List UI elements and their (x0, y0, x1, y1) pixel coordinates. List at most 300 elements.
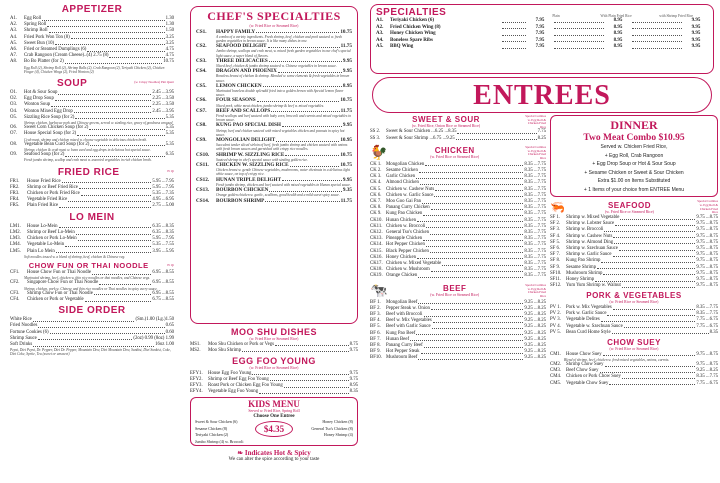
item-code: CM3. (550, 368, 562, 374)
soup-list (10, 90, 174, 121)
leader-dots (271, 108, 339, 113)
leader-dots (76, 230, 152, 235)
item-name: DRAGON AND PHOENIX (216, 68, 277, 75)
chow-suey-list-2 (550, 362, 718, 387)
item-price: 4.75 (165, 47, 174, 53)
item-code: O8. (10, 141, 18, 147)
item-code: SF10. (550, 270, 562, 276)
lo-mein-desc: Soft noodles tossed w. a blend of shrimp, beef, chicken & Chinese veg. (24, 254, 126, 259)
item-name: Singapore Chow Fun or Thai Noodle (27, 280, 99, 286)
leader-dots (55, 41, 164, 46)
egg-foo-title: EGG FOO YOUNG (232, 356, 316, 366)
leader-dots (435, 187, 523, 192)
leader-dots (256, 29, 339, 34)
item-code: LM2. (10, 229, 21, 235)
leader-dots (109, 53, 164, 58)
leader-dots (433, 318, 524, 323)
spec-head: Plain (552, 14, 560, 18)
item-name: Moo Shu Shrimp (208, 347, 242, 353)
leader-dots (282, 177, 342, 182)
leader-dots (554, 44, 604, 49)
item-price: 8.75 (349, 341, 358, 347)
item-price: 6.75 ...8.55 (152, 296, 174, 302)
item-code: CK 5. (370, 186, 382, 192)
leader-dots (268, 43, 340, 48)
item-code: BF 9. (370, 349, 381, 355)
item-desc: Fresh scallops and beef sauteed with baby corn, broccoli and carrots and mixed vegetables in brown sauce. (216, 114, 352, 123)
item-price: 1.50 (165, 28, 174, 34)
lo-mein-title: LO MEIN (69, 211, 115, 223)
item-price: 10.75 (340, 97, 352, 104)
item-price: 9.75 (349, 347, 358, 353)
item-code: O5. (10, 114, 18, 120)
item-price: 9.25 ...8.25 (524, 349, 546, 355)
item-price: 6.95 ...8.55 (152, 290, 174, 296)
item-name: Vegetable Bean Curd Soup (for 2) (24, 141, 90, 147)
item-price: 5.35 ...7.35 (152, 191, 174, 197)
drinks-desc: Pepsi, Diet Pepsi, Dr. Pepper, Diet Dr. Pepper, Mountain Dew, Diet Mountain Dew, Sunkist, Diet Sunkist, Coke, Diet Coke, Sprite, Tea (sweet or unsweet) (10, 348, 171, 357)
appetizer-title: APPETIZER (61, 4, 123, 15)
leader-dots (605, 362, 696, 367)
leader-dots (269, 187, 342, 192)
item-price: 9.75 ...8.75 (696, 351, 718, 357)
soup-list-2 (10, 125, 174, 137)
item-code: LM1. (10, 223, 21, 229)
item-price: 8.35 ...7.75 (524, 254, 546, 260)
item-code: CS3. (196, 57, 207, 64)
spec-head: With Plain Fried Rice (600, 14, 632, 18)
item-code: CK 7. (370, 199, 382, 204)
menu-item (190, 348, 358, 354)
chow-suey-sub: (w. Fried Rice or Steamed Rice) (609, 347, 659, 352)
dinner-combo: Two Meat Combo $10.95 (583, 133, 685, 143)
item-desc: Chicken breast w. gentle Chinese vegetables, mushrooms, water chestnuts in a delicious light white sauce, on top of crispy rice. (216, 168, 350, 177)
item-code: PV 4. (550, 323, 561, 329)
chow-fun-title: CHOW FUN OR THAI NOODLE (28, 260, 149, 270)
item-price: 9.25 ...8.25 (524, 305, 546, 311)
item-name: Kung Pao Chicken (386, 211, 423, 217)
item-code: LM5. (10, 248, 21, 254)
price-fried-rice: 8.95 (613, 24, 623, 30)
kids-item: Sweet & Sour Chicken (6) (195, 419, 238, 424)
item-name: Wonton Soup (24, 102, 51, 108)
item-price: 9.25 ...8.25 (696, 368, 718, 374)
o5-desc: Shrimp, chicken, barbecue pork and Chinese greens, served w. sizzling rice, gravy of goodness aroused (24, 121, 173, 126)
leader-dots (263, 83, 342, 88)
item-price: 9.25 ...8.25 (524, 336, 546, 342)
item-code: CS5. (196, 82, 207, 89)
item-name: Beef Chow Suey (566, 368, 599, 374)
item-name: Pork w. Mix Vegetables (566, 305, 612, 311)
leader-dots (290, 162, 340, 167)
seafood-cap: Special Combos w. Egg Roll & Chicken Fried Rice (697, 199, 718, 215)
item-name: Kung Pao Beef (386, 330, 416, 336)
leader-dots (502, 38, 526, 43)
item-price: 8.35 ...7.75 (524, 186, 546, 192)
item-code: CK 3. (370, 174, 382, 180)
item-name: Panang Curry Beef (386, 343, 423, 349)
chili-icon: ❧ (237, 448, 244, 457)
item-price: 8.35 ...7.75 (524, 217, 546, 223)
leader-dots (614, 240, 695, 245)
leader-dots (502, 18, 526, 23)
item-price: 5.95 ...7.95 (152, 178, 174, 184)
item-price: 1.30 (165, 16, 174, 21)
o8-desc: Shrimp, chicken & crab meat w. bean curd and egg drops in delicious hot special sauce. (24, 148, 151, 153)
item-price: 9.75 ...8.75 (696, 264, 718, 270)
menu-item (550, 381, 718, 387)
leader-dots (99, 280, 151, 285)
item-code: CM2. (550, 362, 562, 368)
item-price: 6.35 ...8.35 (152, 229, 174, 235)
item-name: Kung Pao Shrimp (566, 258, 601, 264)
item-price: 5.35 (165, 114, 174, 120)
item-price: 9.95 (342, 122, 352, 129)
item-name: Shrimp w. Lobster Sauce (566, 221, 615, 227)
o7-desc: Crab meat, shrimp and chicken mixed w. choose vegetable in delicious chicken broth. (24, 137, 148, 142)
item-code: CK19. (370, 273, 383, 279)
item-name: Hot Pepper Chicken (386, 242, 425, 248)
beef-sub: (w. Fried Rice or Steamed Rice) (430, 293, 480, 298)
item-price: 8.35 ...7.75 (524, 205, 546, 211)
item-name: Egg Roll (24, 16, 42, 21)
item-desc: Sliced beef, chicken & jumbo shrimp sauteed w. Chinese vegetables in brown sauce. (216, 64, 337, 69)
item-price: 9.25 ...8.25 (524, 330, 546, 336)
item-code: CS8. (196, 122, 207, 129)
item-code: BF 6. (370, 330, 381, 336)
fried-rice-cap: Pt Qt (167, 168, 174, 173)
price-shrimp-rice: 9.95 (691, 44, 701, 50)
item-code: SF 2. (550, 221, 561, 227)
leader-dots (554, 18, 604, 23)
item-code: BF 4. (370, 318, 381, 324)
item-name: Mongolian Beef (386, 299, 418, 305)
leader-dots (419, 168, 524, 173)
item-name: Chicken w. Broccoli (386, 223, 426, 229)
chicken-title: CHICKEN (434, 146, 475, 156)
item-name: BEEF AND SCALLOPS (216, 107, 271, 114)
item-price: 8.35 ...7.75 (524, 223, 546, 229)
item-code: CK11. (370, 223, 383, 229)
item-price: 5.95 ...7.95 (152, 236, 174, 242)
item-code: O4. (10, 108, 18, 114)
item-price: 8.35 (709, 329, 718, 335)
leader-dots (622, 374, 696, 379)
item-price: 8.35 ...7.75 (524, 242, 546, 248)
leader-dots (87, 47, 164, 52)
seafood-title: SEAFOOD (607, 200, 651, 210)
item-price: 8.35 ...7.75 (524, 236, 546, 242)
item-name: Egg Drop Soup (24, 96, 54, 102)
item-code: CK14. (370, 242, 383, 248)
chicken-sub: (w. Fried Rice or Steamed Rice) (430, 155, 480, 160)
leader-dots (92, 270, 151, 275)
leader-dots (65, 59, 163, 64)
leader-dots (612, 330, 709, 335)
spice-note: We can alter the spice according to your taste (228, 456, 320, 462)
item-price: 6.35 (165, 152, 174, 158)
leader-dots (420, 180, 523, 185)
item-name: Chicken or Pork Fried Rice (27, 191, 80, 197)
item-desc: Sauteed shrimp in chef's special sauce with sizzling golden rice. (216, 157, 308, 162)
seafood-sub: (w. Fried Rice or Steamed Rice) (605, 209, 654, 214)
item-price: 9.75 ...8.75 (696, 221, 718, 227)
item-code: EFY2. (190, 376, 203, 382)
item-code: CK12. (370, 230, 383, 236)
item-code: CM1. (550, 351, 562, 357)
leader-dots (90, 142, 164, 147)
item-name: CHICKEN W. SIZZLING RICE (216, 162, 289, 169)
item-desc: Orange golden chicken w. garlic, scallions, good health and a mild sweet spicy sauce. (216, 193, 340, 198)
item-price: 0.60 (165, 329, 174, 335)
dinner-title: DINNER (610, 118, 658, 132)
item-price: 9.75 ...8.75 (696, 227, 718, 233)
menu-item (370, 355, 546, 361)
price-shrimp-rice: 9.95 (691, 18, 701, 23)
item-desc: Jumbo shrimp, scallops and crab meat, w. mixed fresh garden vegetables in our chef's special light sauce, a super blend of flavors. (216, 49, 351, 58)
item-price: 5.35 (165, 131, 174, 137)
item-name: Panang Curry Chicken (386, 205, 430, 211)
item-name: Moo Shu Chicken or Pork or Vegs (208, 341, 275, 347)
leader-dots (622, 283, 696, 288)
leader-dots (56, 249, 152, 254)
right-column (366, 0, 720, 483)
kids-sub: Served w. Fried Rice, Spring Roll (248, 409, 300, 414)
leader-dots (71, 35, 165, 40)
leader-dots (55, 96, 152, 101)
item-code: A6. (10, 47, 18, 53)
item-name: MONGOLIAN DELIGHT (216, 137, 276, 144)
item-price: 10.75 (163, 59, 174, 65)
leader-dots (85, 297, 152, 302)
kids-menu-box (190, 397, 358, 445)
moo-shu-list (190, 342, 358, 354)
item-code: MS2. (190, 347, 201, 353)
item-code: CK17. (370, 261, 383, 267)
menu-item (370, 136, 546, 142)
item-desc: Boneless breast of chicken & shrimp. Blended w. some elements & fresh vegetables in brown sauce. (216, 74, 350, 83)
item-code: PV 2. (550, 311, 561, 317)
leader-dots (33, 317, 135, 322)
item-desc: Shrimp, beef and chicken sauteed with mixed vegetables chicken and peanuts in spicy hot sauce. (216, 128, 345, 137)
sweet-sour-sub: (w. Fried Rice, Onion Rice or Steamed Rice) (411, 124, 481, 128)
item-price: 8.35 ...7.75 (524, 248, 546, 254)
item-code: CK 9. (370, 211, 382, 217)
item-price: 9.75 ...8.75 (696, 233, 718, 239)
item-code: CK 2. (370, 167, 382, 173)
item-name: HUNAN TRIPLE DELIGHT (216, 176, 282, 183)
item-name: Honey Shrimp (566, 277, 595, 283)
leader-dots (607, 311, 695, 316)
item-price: 2.45 ...3.95 (152, 108, 174, 114)
item-price: 8.35 ...7.75 (524, 273, 546, 279)
leader-dots (424, 312, 524, 317)
fried-rice-title: FRIED RICE (57, 166, 120, 178)
item-name: Sweet Corn Chicken Soup (for 2) (24, 125, 89, 131)
item-name: LEMON CHICKEN (216, 82, 262, 89)
item-price: 9.95 (342, 68, 352, 75)
kids-price: $4.35 (255, 421, 293, 437)
item-code: SF 3. (550, 227, 561, 233)
item-code: CS9. (196, 137, 207, 144)
specialty-item (376, 18, 708, 25)
item-price: 9.25 ...8.25 (524, 355, 546, 361)
leader-dots (430, 230, 523, 235)
item-name: Bo Bo Platter (for 2) (24, 59, 64, 65)
leader-dots (502, 44, 526, 49)
item-code: CK13. (370, 236, 383, 242)
item-name: Shrimp w. Mixed Vegetable (566, 215, 620, 220)
soup-cap: (w. Crispy Noodles) Pint Quart (134, 80, 174, 85)
specialty-item (376, 25, 708, 32)
item-name: House Fried Rice (27, 178, 61, 184)
item-code: CF2. (10, 280, 20, 286)
item-name: Shrimp Sauce (10, 335, 37, 341)
item-code: CS4. (196, 68, 207, 75)
item-name: Moo Goo Gai Pan (386, 199, 422, 204)
leader-dots (42, 16, 164, 21)
leader-dots (431, 267, 524, 272)
item-name: Beef with Garlic Sauce (386, 324, 431, 330)
item-name: Vegetable Lo-Mein (27, 242, 65, 248)
specialty-item (376, 31, 708, 38)
item-code: CS11. (196, 162, 209, 169)
item-name: Bean Curd Home Style (566, 329, 611, 335)
dinner-line: + Egg Roll, Crab Rangoon (604, 152, 664, 159)
item-name: Roast Pork or Chicken Egg Foo Young (208, 383, 283, 388)
item-price: 3.25 (165, 40, 174, 46)
item-name: Hot Pepper Steak (386, 349, 420, 355)
fried-rice-list (10, 179, 174, 210)
leader-dots (58, 90, 151, 95)
item-code: A7. (10, 53, 18, 59)
item-price: 10.75 (340, 151, 352, 158)
item-code: FR3. (10, 191, 20, 197)
leader-dots (47, 22, 164, 27)
item-price: 9.25 ...8.25 (524, 318, 546, 324)
item-code: BF 7. (370, 336, 381, 342)
item-code: FR5. (10, 203, 20, 209)
item-code: CS2. (196, 43, 207, 50)
middle-column (186, 0, 362, 483)
item-price: 8.95 (342, 82, 352, 89)
item-price: 9.95 (342, 57, 352, 64)
kids-item: Sesame Chicken (8) (195, 425, 228, 431)
sweet-sour-title: SWEET & SOUR (412, 115, 480, 124)
chef-list (196, 29, 352, 204)
item-price: (2oz) 0.99 (8oz) 1.99 (133, 335, 174, 341)
item-price: 9.75 ...8.75 (696, 270, 718, 276)
leader-dots (431, 306, 523, 311)
specialties-title: SPECIALTIES (376, 7, 447, 18)
rooster-icon: 🐓 (370, 145, 388, 161)
price-plain: 7.95 (535, 18, 545, 23)
item-price: 8.35 ...7.75 (696, 374, 718, 380)
item-price: 1.30 (165, 22, 174, 28)
leader-dots (595, 277, 695, 282)
item-code: SF 1. (550, 215, 561, 220)
item-code: BF 5. (370, 324, 381, 330)
kids-item: Jumbo Shrimp (4) w. Broccoli (195, 438, 244, 444)
item-name: Wonton Mixed Egg Drop (24, 108, 73, 114)
item-code: CK 1. (370, 161, 382, 167)
leader-dots (49, 28, 165, 33)
price-plain: 7.95 (535, 37, 545, 43)
item-name: Hunan Beef (386, 336, 410, 342)
item-name: Shrimp or Beef Fried Rice (27, 184, 78, 190)
beef-title: BEEF (443, 284, 467, 294)
item-price: 9.25 ...8.25 (524, 299, 546, 305)
hot-note-text: Indicates Hot & Spicy (244, 448, 311, 457)
item-code: A2. (376, 24, 384, 30)
chef-title: CHEF'S SPECIALTIES (207, 9, 341, 23)
entrees-right (550, 115, 718, 387)
item-name: Mushroom Beef (386, 355, 418, 361)
item-name: Mushroom Shrimp (566, 270, 603, 276)
item-price: (Sm.)1.00 (Lg.)1.50 (135, 317, 174, 323)
leader-dots (434, 193, 523, 198)
item-name: Yum Yum Shrimp w. Walnut (566, 283, 621, 289)
item-price: 5.35 ...7.55 (152, 242, 174, 248)
item-price: 0.65 (165, 323, 174, 329)
item-name: Shrimp Chow Fun or Thai Noodle (27, 290, 93, 296)
leader-dots (430, 249, 524, 254)
item-price: 9.25 ...8.25 (524, 324, 546, 330)
item-code: A8. (10, 59, 18, 65)
item-name: White Rice (10, 317, 32, 323)
item-code: CK18. (370, 267, 383, 273)
item-code: A5. (10, 40, 18, 46)
leader-dots (270, 377, 349, 382)
leader-dots (502, 25, 526, 30)
beef-list (370, 300, 546, 362)
item-price: 8.25 (537, 135, 546, 141)
item-price: 3.25 (165, 34, 174, 40)
menu-item (550, 283, 718, 289)
menu-item (10, 203, 174, 209)
item-price: 10.95 (340, 137, 352, 144)
dinner-line: + Egg Drop Soup or Hot & Sour Soup (592, 161, 676, 167)
item-price: 8.35 ...7.75 (524, 192, 546, 198)
item-code: O9. (10, 152, 18, 158)
specialties-box (370, 4, 714, 74)
leader-dots (432, 324, 524, 329)
item-price: 8.35 ...7.75 (524, 261, 546, 267)
item-name: SHRIMP W. SIZZLING RICE (216, 151, 285, 158)
leader-dots (33, 342, 154, 347)
item-name: Sweet & Sour Shrimp ...6.75 ...9.25 (386, 135, 455, 141)
item-price: 7.75 ...6.75 (696, 323, 718, 329)
item-name: Sweet Bun (10) (24, 40, 55, 46)
item-code: O2. (10, 96, 18, 102)
item-code: FR1. (10, 178, 20, 184)
menu-item (370, 273, 546, 279)
price-shrimp-rice: 9.95 (691, 31, 701, 37)
kids-item: General Tso's Chicken (8) (311, 425, 353, 431)
item-price: 6.35 ...8.35 (152, 223, 174, 229)
item-name: Garlic Chicken (386, 174, 416, 180)
price-fried-rice: 8.95 (613, 37, 623, 43)
item-code: EFY3. (190, 383, 203, 388)
item-code: FR2. (10, 184, 20, 190)
leader-dots (38, 323, 164, 328)
leader-dots (632, 25, 682, 30)
item-code: BF 8. (370, 343, 381, 349)
item-name: Beef with Broccoli (386, 312, 423, 318)
menu-item (190, 389, 358, 395)
leader-dots (554, 31, 604, 36)
item-code: O7. (10, 131, 18, 137)
